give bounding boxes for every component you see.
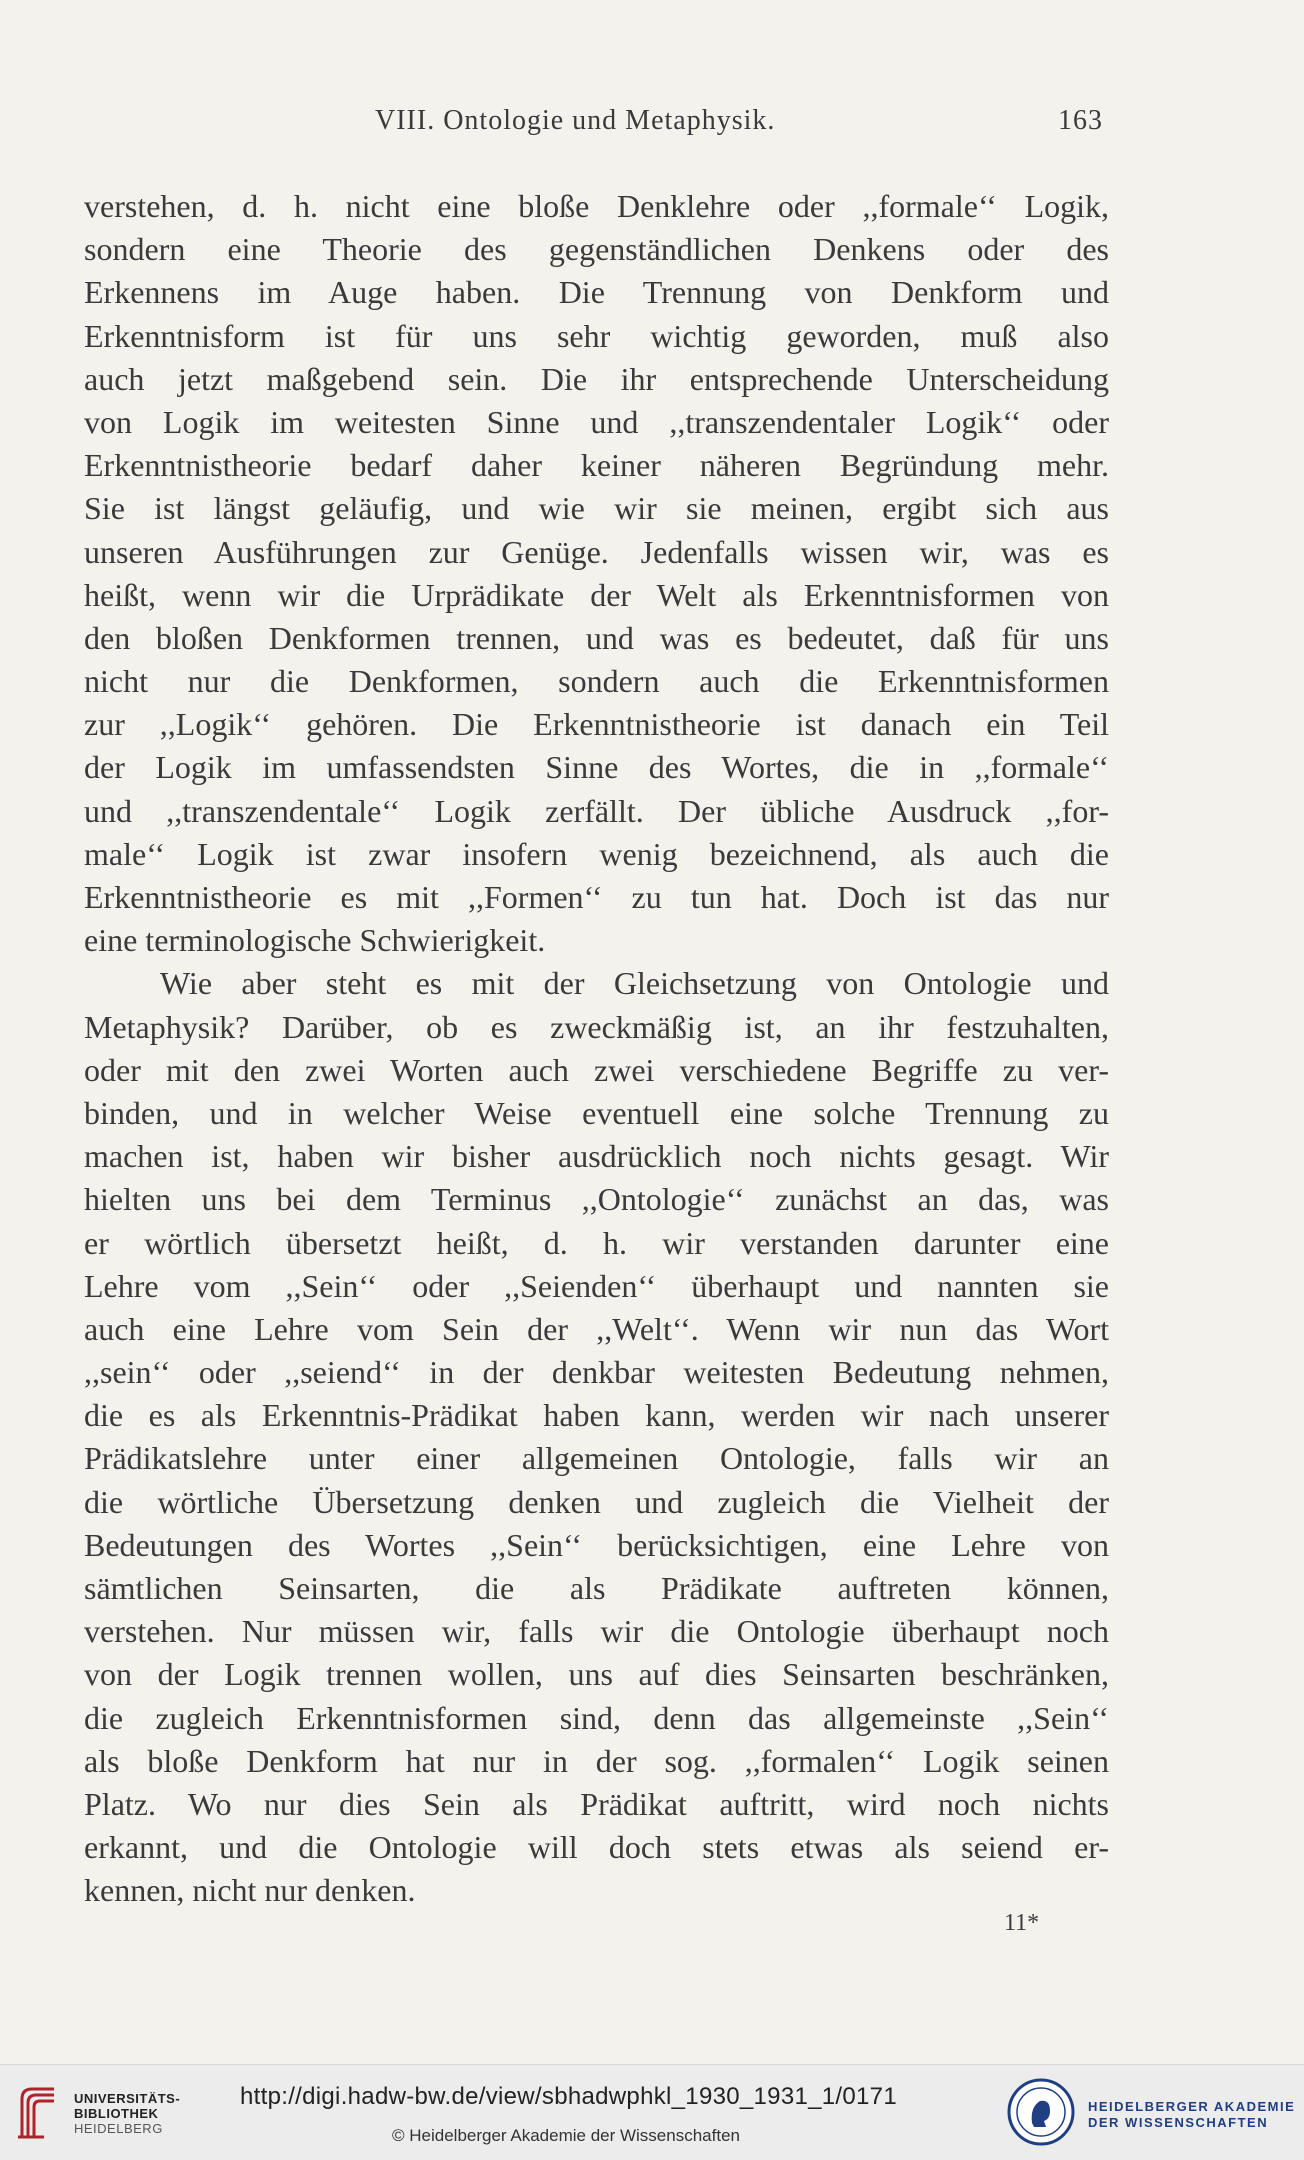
academy-name	[1088, 2099, 1295, 2131]
text-line: verstehen, d. h. nicht eine bloße Denklehre oder ,,formale‘‘ Logik,	[84, 188, 1109, 224]
library-logo-icon	[14, 2083, 62, 2143]
text-line: heißt, wenn wir die Urprädikate der Welt als Erkenntnisformen von	[84, 576, 1109, 613]
text-line: unseren Ausführungen zur Genüge. Jedenfalls wissen wir, was es	[84, 533, 1109, 570]
text-line: von der Logik trennen wollen, uns auf dies Seinsarten beschränken,	[84, 1656, 1109, 1693]
running-head	[0, 105, 1304, 145]
text-line: hielten uns bei dem Terminus ,,Ontologie‘‘ zunächst an das, was	[84, 1181, 1109, 1218]
text-line: oder mit den zwei Worten auch zwei verschiedene Begriffe zu ver-	[84, 1051, 1109, 1088]
text-line: Prädikatslehre unter einer allgemeinen Ontologie, falls wir an	[84, 1440, 1109, 1477]
library-name-line: UNIVERSITÄTS-	[74, 2091, 181, 2106]
text-line: auch jetzt maßgebend sein. Die ihr entsprechende Unterscheidung	[84, 360, 1109, 397]
permalink-url[interactable]: http://digi.hadw-bw.de/view/sbhadwphkl_1930_1931_1/0171	[240, 2083, 897, 2110]
text-line: den bloßen Denkformen trennen, und was es bedeutet, daß für uns	[84, 619, 1109, 656]
text-line: nicht nur die Denkformen, sondern auch die Erkenntnisformen	[84, 663, 1109, 700]
library-name-line: HEIDELBERG	[74, 2121, 163, 2136]
text-line: Erkennens im Auge haben. Die Trennung von Denkform und	[84, 274, 1109, 311]
text-line: die es als Erkenntnis-Prädikat haben kann, werden wir nach unserer	[84, 1397, 1109, 1434]
paragraph-start-line: Wie aber steht es mit der Gleichsetzung von Ontologie und	[160, 965, 1109, 1002]
text-line: verstehen. Nur müssen wir, falls wir die Ontologie überhaupt noch	[84, 1613, 1109, 1650]
running-title: VIII. Ontologie und Metaphysik.	[375, 105, 776, 136]
footer-bar	[0, 2064, 1304, 2160]
library-name	[74, 2091, 180, 2136]
text-line: Sie ist längst geläufig, und wie wir sie meinen, ergibt sich aus	[84, 490, 1109, 527]
text-line: auch eine Lehre vom Sein der ,,Welt‘‘. Wenn wir nun das Wort	[84, 1310, 1109, 1347]
academy-name-line: HEIDELBERGER AKADEMIE	[1088, 2099, 1296, 2114]
text-line: der Logik im umfassendsten Sinne des Wortes, die in ,,formale‘‘	[84, 749, 1109, 786]
text-line: von Logik im weitesten Sinne und ,,transzendentaler Logik‘‘ oder	[84, 403, 1109, 440]
signature-mark: 11*	[1004, 1910, 1040, 1936]
text-line: sämtlichen Seinsarten, die als Prädikate auftreten können,	[84, 1570, 1109, 1606]
text-line: ,,sein‘‘ oder ,,seiend‘‘ in der denkbar weitesten Bedeutung nehmen,	[84, 1354, 1109, 1391]
text-line: und ,,transzendentale‘‘ Logik zerfällt. Der übliche Ausdruck ,,for-	[84, 792, 1109, 829]
text-line: eine terminologische Schwierigkeit.	[84, 922, 546, 959]
text-line: Platz. Wo nur dies Sein als Prädikat auftritt, wird noch nichts	[84, 1785, 1109, 1822]
text-line: machen ist, haben wir bisher ausdrücklich noch nichts gesagt. Wir	[84, 1138, 1109, 1175]
text-line: er wörtlich übersetzt heißt, d. h. wir verstanden darunter eine	[84, 1224, 1109, 1261]
page-number: 163	[1058, 105, 1103, 136]
text-line: sondern eine Theorie des gegenständlichen Denkens oder des	[84, 231, 1109, 268]
academy-seal-icon	[1006, 2077, 1076, 2147]
text-line: die wörtliche Übersetzung denken und zugleich die Vielheit der	[84, 1483, 1109, 1520]
copyright-notice: © Heidelberger Akademie der Wissenschaften	[392, 2126, 740, 2145]
academy-name-line: DER WISSENSCHAFTEN	[1088, 2115, 1269, 2130]
body-text	[84, 185, 1109, 1913]
text-line: binden, und in welcher Weise eventuell eine solche Trennung zu	[84, 1094, 1109, 1131]
text-line: zur ,,Logik‘‘ gehören. Die Erkenntnistheorie ist danach ein Teil	[84, 706, 1109, 743]
library-name-line: BIBLIOTHEK	[74, 2106, 159, 2121]
text-line: Bedeutungen des Wortes ,,Sein‘‘ berücksichtigen, eine Lehre von	[84, 1526, 1109, 1563]
text-line: kennen, nicht nur denken.	[84, 1872, 416, 1909]
text-line: male‘‘ Logik ist zwar insofern wenig bezeichnend, als auch die	[84, 835, 1109, 872]
text-line: die zugleich Erkenntnisformen sind, denn das allgemeinste ,,Sein‘‘	[84, 1699, 1109, 1736]
text-line: Lehre vom ,,Sein‘‘ oder ,,Seienden‘‘ überhaupt und nannten sie	[84, 1267, 1109, 1304]
text-line: Metaphysik? Darüber, ob es zweckmäßig ist, an ihr festzuhalten,	[84, 1008, 1109, 1045]
text-line: Erkenntnistheorie es mit ,,Formen‘‘ zu tun hat. Doch ist das nur	[84, 879, 1109, 915]
text-line: als bloße Denkform hat nur in der sog. ,,formalen‘‘ Logik seinen	[84, 1742, 1109, 1779]
text-line: erkannt, und die Ontologie will doch stets etwas als seiend er-	[84, 1829, 1109, 1866]
text-line: Erkenntnisform ist für uns sehr wichtig geworden, muß also	[84, 317, 1109, 354]
text-line: Erkenntnistheorie bedarf daher keiner näheren Begründung mehr.	[84, 447, 1109, 484]
